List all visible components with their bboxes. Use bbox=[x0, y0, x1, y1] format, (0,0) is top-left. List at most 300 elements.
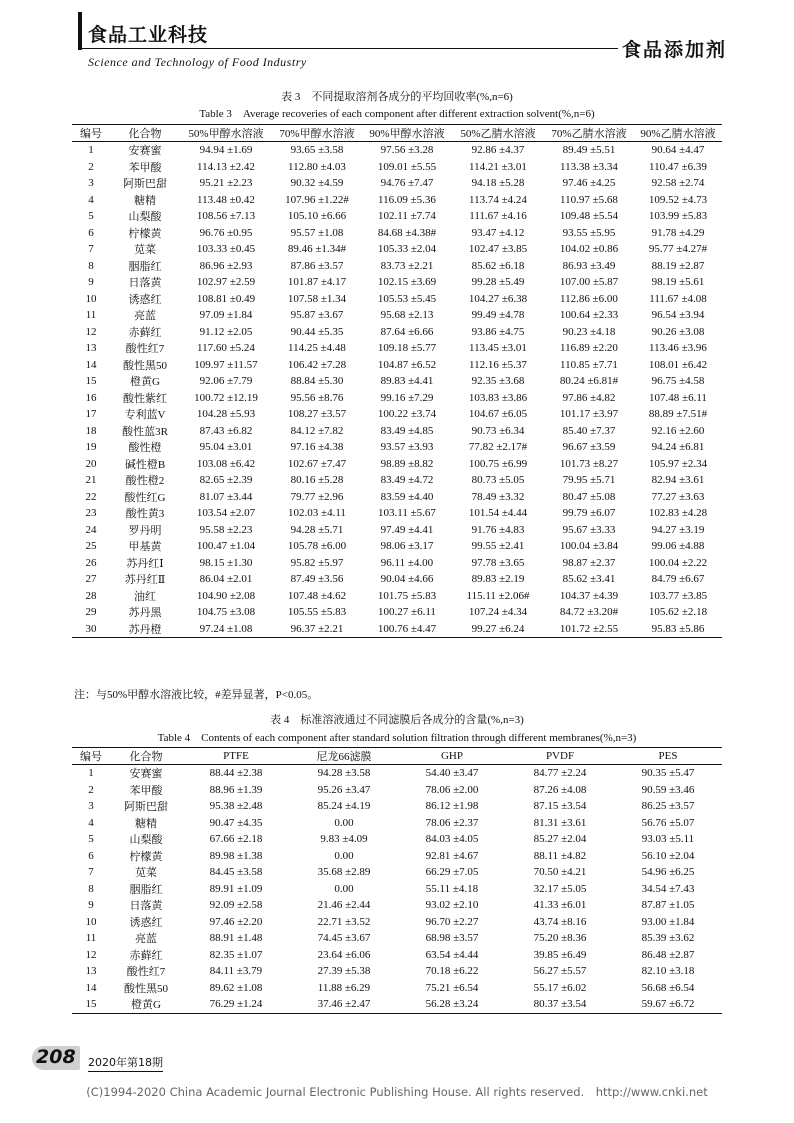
table-cell: 101.17 ±3.97 bbox=[559, 408, 619, 421]
table-cell: 110.47 ±6.39 bbox=[649, 160, 707, 173]
table-cell: 0.00 bbox=[334, 816, 354, 829]
table-cell: 86.96 ±2.93 bbox=[199, 259, 253, 272]
table-row bbox=[72, 241, 722, 258]
table3-body bbox=[72, 142, 722, 638]
table-cell: 101.75 ±5.83 bbox=[377, 589, 437, 602]
table-cell: 85.62 ±3.41 bbox=[562, 573, 616, 586]
table-cell: 93.57 ±3.93 bbox=[380, 441, 434, 454]
table-cell: 117.60 ±5.24 bbox=[197, 342, 255, 355]
table-cell: 99.49 ±4.78 bbox=[471, 309, 525, 322]
table-cell: 113.38 ±3.34 bbox=[560, 160, 618, 173]
table-cell: 102.15 ±3.69 bbox=[377, 276, 437, 289]
table-cell: 苋菜 bbox=[135, 867, 157, 880]
table-row bbox=[72, 175, 722, 192]
table-cell: 22 bbox=[85, 490, 97, 503]
table-cell: 101.87 ±4.17 bbox=[287, 276, 347, 289]
table-cell: 109.01 ±5.55 bbox=[377, 160, 437, 173]
table-cell: 87.49 ±3.56 bbox=[290, 573, 344, 586]
table-cell: 27 bbox=[85, 573, 97, 586]
table-row bbox=[72, 621, 722, 638]
table-cell: 54.96 ±6.25 bbox=[641, 866, 695, 879]
table-cell: 95.67 ±3.33 bbox=[562, 523, 616, 536]
table-cell: 108.27 ±3.57 bbox=[287, 408, 347, 421]
table-row bbox=[72, 765, 722, 782]
table-cell: 39.85 ±6.49 bbox=[533, 948, 587, 961]
table-cell: 苯甲酸 bbox=[129, 784, 163, 797]
table-cell: 102.47 ±3.85 bbox=[468, 243, 528, 256]
table-cell: 99.16 ±7.29 bbox=[380, 391, 434, 404]
table-cell: 91.78 ±4.29 bbox=[651, 226, 705, 239]
table-cell: 酸性橙 bbox=[128, 442, 162, 455]
table-cell: 81.31 ±3.61 bbox=[533, 816, 587, 829]
table-cell: 90.26 ±3.08 bbox=[651, 325, 705, 338]
journal-title-cn: 食品工业科技 bbox=[88, 24, 209, 46]
table-cell: 93.86 ±4.75 bbox=[471, 325, 525, 338]
table-cell: 6 bbox=[88, 226, 94, 239]
table-cell: 糖精 bbox=[135, 817, 157, 830]
table-cell: 苏丹橙 bbox=[110, 621, 180, 638]
table-cell: 83.49 ±4.85 bbox=[380, 424, 434, 437]
table-cell: 100.27 ±6.11 bbox=[378, 606, 436, 619]
table-cell: 59.67 ±6.72 bbox=[614, 996, 722, 1013]
table-row bbox=[72, 225, 722, 242]
table-cell: 101.72 ±2.55 bbox=[544, 621, 634, 638]
table-cell: 90.23 ±4.18 bbox=[562, 325, 616, 338]
table-cell: 99.06 ±4.88 bbox=[651, 540, 705, 553]
table-cell: 98.89 ±8.82 bbox=[380, 457, 434, 470]
table-cell: 酸性红G bbox=[124, 491, 166, 504]
table-cell: 83.59 ±4.40 bbox=[380, 490, 434, 503]
table-cell: 95.82 ±5.97 bbox=[290, 556, 344, 569]
table-cell: 92.81 ±4.67 bbox=[425, 849, 479, 862]
table-cell: 20 bbox=[85, 457, 97, 470]
table-cell: 93.00 ±1.84 bbox=[641, 915, 695, 928]
table-cell: 101.73 ±8.27 bbox=[559, 457, 619, 470]
table-cell: 102.03 ±4.11 bbox=[288, 507, 346, 520]
table-cell: 酸性蓝3R bbox=[122, 425, 168, 438]
table-cell: 105.33 ±2.04 bbox=[377, 243, 437, 256]
table-cell: 97.56 ±3.28 bbox=[380, 144, 434, 157]
table-cell: 114.13 ±2.42 bbox=[197, 160, 255, 173]
table-cell: 85.40 ±7.37 bbox=[562, 424, 616, 437]
table-row bbox=[72, 373, 722, 390]
table-row bbox=[72, 930, 722, 947]
table-cell: 苏丹红Ⅰ bbox=[126, 557, 164, 570]
table-cell: 85.62 ±6.18 bbox=[471, 259, 525, 272]
table-cell: 21.46 ±2.44 bbox=[317, 899, 371, 912]
table-cell: 94.18 ±5.28 bbox=[471, 177, 525, 190]
table-cell: 97.78 ±3.65 bbox=[471, 556, 525, 569]
table-cell: 22.71 ±3.52 bbox=[317, 915, 371, 928]
table-cell: 94.28 ±5.71 bbox=[290, 523, 344, 536]
table-cell: 24 bbox=[85, 523, 97, 536]
table-cell: 95.38 ±2.48 bbox=[209, 800, 263, 813]
table-cell: 82.65 ±2.39 bbox=[199, 474, 253, 487]
table-cell: 9 bbox=[88, 276, 94, 289]
table-header-cell: 编号 bbox=[72, 125, 110, 142]
table-cell: 96.76 ±0.95 bbox=[199, 226, 253, 239]
table-cell: 110.97 ±5.68 bbox=[560, 193, 618, 206]
table-cell: 107.48 ±6.11 bbox=[649, 391, 707, 404]
table-cell: 85.39 ±3.62 bbox=[641, 932, 695, 945]
table-cell: 93.47 ±4.12 bbox=[471, 226, 525, 239]
table-header-cell: 50%甲醇水溶液 bbox=[180, 125, 272, 142]
table-cell: 7 bbox=[88, 866, 94, 879]
table-cell: 43.74 ±8.16 bbox=[533, 915, 587, 928]
table-cell: 安赛蜜 bbox=[128, 145, 162, 158]
table-cell: 亮蓝 bbox=[134, 310, 156, 323]
table-header-cell: 尼龙66滤膜 bbox=[290, 748, 398, 765]
table-cell: 11 bbox=[85, 309, 97, 322]
table-cell: 105.78 ±6.00 bbox=[287, 540, 347, 553]
table-cell: 89.98 ±1.38 bbox=[209, 849, 263, 862]
table-cell: 103.83 ±3.86 bbox=[468, 391, 528, 404]
table-cell: 103.33 ±0.45 bbox=[196, 243, 256, 256]
table-cell: 15 bbox=[85, 375, 97, 388]
table-cell: 96.54 ±3.94 bbox=[651, 309, 705, 322]
table-cell: 75.20 ±8.36 bbox=[533, 932, 587, 945]
table-cell: 83.73 ±2.21 bbox=[380, 259, 434, 272]
table-cell: 5 bbox=[88, 210, 94, 223]
table-cell: 80.73 ±5.05 bbox=[471, 474, 525, 487]
table3-caption-cn: 表 3 不同提取溶剂各成分的平均回收率(%,n=6) bbox=[281, 91, 513, 103]
table-cell: 96.70 ±2.27 bbox=[425, 915, 479, 928]
table-cell: 104.87 ±6.52 bbox=[377, 358, 437, 371]
table-cell: 97.49 ±4.41 bbox=[380, 523, 434, 536]
table-cell: 85.24 ±4.19 bbox=[317, 800, 371, 813]
table-cell: 93.02 ±2.10 bbox=[425, 899, 479, 912]
table-cell: 95.26 ±3.47 bbox=[317, 783, 371, 796]
table-cell: 102.83 ±4.28 bbox=[648, 507, 708, 520]
table-cell: 96.37 ±2.21 bbox=[272, 621, 362, 638]
table-cell: 98.19 ±5.61 bbox=[651, 276, 705, 289]
table-cell: 102.67 ±7.47 bbox=[287, 457, 347, 470]
table-cell: 107.58 ±1.34 bbox=[287, 292, 347, 305]
table-cell: 89.91 ±1.09 bbox=[209, 882, 263, 895]
table4-caption-cn: 表 4 标准溶液通过不同滤膜后各成分的含量(%,n=3) bbox=[270, 714, 524, 726]
table-cell: 83.49 ±4.72 bbox=[380, 474, 434, 487]
table-cell: 2 bbox=[88, 160, 94, 173]
table-cell: 92.86 ±4.37 bbox=[471, 144, 525, 157]
table-cell: 63.54 ±4.44 bbox=[425, 948, 479, 961]
table-cell: 96.67 ±3.59 bbox=[562, 441, 616, 454]
table-cell: 柠檬黄 bbox=[128, 227, 162, 240]
table-cell: 37.46 ±2.47 bbox=[290, 996, 398, 1013]
table4-header-row bbox=[72, 748, 722, 765]
table-cell: 82.94 ±3.61 bbox=[651, 474, 705, 487]
table4-body bbox=[72, 765, 722, 1014]
table-cell: 4 bbox=[88, 816, 94, 829]
table3-caption-en: Table 3 Average recoveries of each component after different extraction solvent(%,n=6) bbox=[199, 108, 595, 120]
table-cell: 78.06 ±2.00 bbox=[425, 783, 479, 796]
table-cell: 日落黄 bbox=[129, 900, 163, 913]
table-cell: 100.76 ±4.47 bbox=[362, 621, 452, 638]
table-header-cell: PVDF bbox=[506, 748, 614, 765]
table-cell: 89.49 ±5.51 bbox=[562, 144, 616, 157]
table-row bbox=[72, 439, 722, 456]
table-cell: 98.87 ±2.37 bbox=[562, 556, 616, 569]
table-cell: 107.48 ±4.62 bbox=[287, 589, 347, 602]
table-cell: 75.21 ±6.54 bbox=[425, 981, 479, 994]
table-cell: 7 bbox=[88, 243, 94, 256]
table-cell: 亮蓝 bbox=[135, 933, 157, 946]
table-cell: 97.24 ±1.08 bbox=[180, 621, 272, 638]
table-cell: 93.65 ±3.58 bbox=[290, 144, 344, 157]
table-cell: 30 bbox=[72, 621, 110, 638]
table-cell: 104.75 ±3.08 bbox=[196, 606, 256, 619]
table-cell: 104.02 ±0.86 bbox=[559, 243, 619, 256]
table-row bbox=[72, 881, 722, 898]
table-row bbox=[72, 588, 722, 605]
table-row bbox=[72, 864, 722, 881]
table-cell: 95.68 ±2.13 bbox=[380, 309, 434, 322]
table-cell: 94.27 ±3.19 bbox=[651, 523, 705, 536]
table-row bbox=[72, 142, 722, 159]
table-cell: 94.24 ±6.81 bbox=[651, 441, 705, 454]
table-cell: 87.26 ±4.08 bbox=[533, 783, 587, 796]
table-cell: 32.17 ±5.05 bbox=[533, 882, 587, 895]
table-cell: 86.25 ±3.57 bbox=[641, 800, 695, 813]
table-cell: 12 bbox=[85, 325, 97, 338]
table-row bbox=[72, 159, 722, 176]
table-cell: 77.27 ±3.63 bbox=[651, 490, 705, 503]
table-cell: 3 bbox=[88, 177, 94, 190]
table-cell: 油红 bbox=[134, 590, 156, 603]
table-row bbox=[72, 897, 722, 914]
table-header-cell: PES bbox=[614, 748, 722, 765]
table-header-cell: 90%甲醇水溶液 bbox=[362, 125, 452, 142]
table-cell: 97.86 ±4.82 bbox=[562, 391, 616, 404]
table-cell: 100.75 ±6.99 bbox=[468, 457, 528, 470]
table-cell: 23.64 ±6.06 bbox=[317, 948, 371, 961]
table-header-cell: 70%甲醇水溶液 bbox=[272, 125, 362, 142]
table-cell: 95.87 ±3.67 bbox=[290, 309, 344, 322]
table-cell: 90.73 ±6.34 bbox=[471, 424, 525, 437]
table-cell: 苋菜 bbox=[134, 244, 156, 257]
table-cell: 阿斯巴甜 bbox=[123, 178, 167, 191]
table-cell: 103.77 ±3.85 bbox=[648, 589, 708, 602]
table-cell: 100.47 ±1.04 bbox=[196, 540, 256, 553]
table-cell: 诱惑红 bbox=[129, 916, 163, 929]
table-cell: 104.37 ±4.39 bbox=[559, 589, 619, 602]
table-cell: 89.62 ±1.08 bbox=[209, 981, 263, 994]
table-cell: 113.48 ±0.42 bbox=[197, 193, 255, 206]
table-cell: 77.82 ±2.17# bbox=[468, 441, 528, 454]
table-cell: 95.21 ±2.23 bbox=[199, 177, 253, 190]
table-cell: 90.64 ±4.47 bbox=[651, 144, 705, 157]
table-cell: 84.03 ±4.05 bbox=[425, 833, 479, 846]
table-cell: 111.67 ±4.08 bbox=[649, 292, 707, 305]
table-cell: 90.32 ±4.59 bbox=[290, 177, 344, 190]
table-cell: 88.84 ±5.30 bbox=[290, 375, 344, 388]
table-cell: 4 bbox=[88, 193, 94, 206]
table-cell: 18 bbox=[85, 424, 97, 437]
table-cell: 104.28 ±5.93 bbox=[196, 408, 256, 421]
table-cell: 80.16 ±5.28 bbox=[290, 474, 344, 487]
table-row bbox=[72, 947, 722, 964]
table-cell: 91.76 ±4.83 bbox=[471, 523, 525, 536]
header-rule bbox=[78, 48, 618, 49]
table-cell: 105.53 ±5.45 bbox=[377, 292, 437, 305]
table-cell: 3 bbox=[88, 800, 94, 813]
table-cell: 87.64 ±6.66 bbox=[380, 325, 434, 338]
table-cell: 68.98 ±3.57 bbox=[425, 932, 479, 945]
table-row bbox=[72, 996, 722, 1013]
table-cell: 76.29 ±1.24 bbox=[182, 996, 290, 1013]
table-cell: 酸性橙2 bbox=[125, 475, 165, 488]
table-header-cell: PTFE bbox=[182, 748, 290, 765]
table-cell: 95.57 ±1.08 bbox=[290, 226, 344, 239]
table-cell: 108.01 ±6.42 bbox=[648, 358, 708, 371]
table-cell: 26 bbox=[85, 556, 97, 569]
table-cell: 100.22 ±3.74 bbox=[377, 408, 437, 421]
table-row bbox=[72, 980, 722, 997]
table-cell: 84.11 ±3.79 bbox=[209, 965, 263, 978]
table-cell: 98.15 ±1.30 bbox=[199, 556, 253, 569]
table-cell: 苏丹红Ⅱ bbox=[124, 574, 166, 587]
table-row bbox=[72, 555, 722, 572]
table-cell: 35.68 ±2.89 bbox=[317, 866, 371, 879]
table-row bbox=[72, 258, 722, 275]
table-cell: 82.10 ±3.18 bbox=[641, 965, 695, 978]
table-cell: 115.11 ±2.06# bbox=[466, 589, 530, 602]
table-cell: 88.19 ±2.87 bbox=[651, 259, 705, 272]
table-cell: 酸性黄3 bbox=[125, 508, 165, 521]
table-cell: 114.25 ±4.48 bbox=[288, 342, 346, 355]
table-cell: 95.77 ±4.27# bbox=[648, 243, 708, 256]
table-cell: 56.10 ±2.04 bbox=[641, 849, 695, 862]
table-row bbox=[72, 571, 722, 588]
table-cell: 66.29 ±7.05 bbox=[425, 866, 479, 879]
table-cell: 108.81 ±0.49 bbox=[196, 292, 256, 305]
table-cell: 酸性黑50 bbox=[123, 359, 167, 372]
table-cell: 92.58 ±2.74 bbox=[651, 177, 705, 190]
table-cell: 67.66 ±2.18 bbox=[209, 833, 263, 846]
table-cell: 109.52 ±4.73 bbox=[648, 193, 708, 206]
table-cell: 苏丹黑 bbox=[128, 607, 162, 620]
table-cell: 97.09 ±1.84 bbox=[199, 309, 253, 322]
copyright-line: (C)1994-2020 China Academic Journal Electronic Publishing House. All rights reserved. http://www.cnki.net bbox=[86, 1085, 708, 1099]
table-cell: 104.67 ±6.05 bbox=[468, 408, 528, 421]
table-row bbox=[72, 848, 722, 865]
table-cell: 86.04 ±2.01 bbox=[199, 573, 253, 586]
table-cell: 诱惑红 bbox=[128, 293, 162, 306]
table-cell: 70.18 ±6.22 bbox=[425, 965, 479, 978]
table-cell: 92.16 ±2.60 bbox=[651, 424, 705, 437]
table-cell: 92.09 ±2.58 bbox=[209, 899, 263, 912]
table-cell: 89.83 ±2.19 bbox=[471, 573, 525, 586]
table-row bbox=[72, 291, 722, 308]
table-row bbox=[72, 914, 722, 931]
table-cell: 56.28 ±3.24 bbox=[398, 996, 506, 1013]
table-cell: 97.46 ±2.20 bbox=[209, 915, 263, 928]
table-cell: 116.89 ±2.20 bbox=[560, 342, 618, 355]
table-cell: 8 bbox=[88, 882, 94, 895]
table-cell: 橙黄G bbox=[130, 376, 160, 389]
table-cell: 9.83 ±4.09 bbox=[320, 833, 368, 846]
table-cell: 102.97 ±2.59 bbox=[196, 276, 256, 289]
table-cell: 11.88 ±6.29 bbox=[317, 981, 371, 994]
table3 bbox=[72, 124, 722, 638]
table-cell: 101.54 ±4.44 bbox=[468, 507, 528, 520]
table-cell: 赤藓红 bbox=[129, 949, 163, 962]
table-cell: 山梨酸 bbox=[128, 211, 162, 224]
table-cell: 78.49 ±3.32 bbox=[471, 490, 525, 503]
table-cell: 山梨酸 bbox=[129, 834, 163, 847]
table-cell: 94.94 ±1.69 bbox=[199, 144, 253, 157]
table-row bbox=[72, 782, 722, 799]
table-cell: 胭脂红 bbox=[128, 260, 162, 273]
table-cell: 13 bbox=[85, 965, 97, 978]
table-cell: 日落黄 bbox=[128, 277, 162, 290]
table-cell: 95.04 ±3.01 bbox=[199, 441, 253, 454]
table-cell: 109.48 ±5.54 bbox=[559, 210, 619, 223]
table-cell: 88.89 ±7.51# bbox=[648, 408, 708, 421]
table-cell: 105.97 ±2.34 bbox=[648, 457, 708, 470]
table-cell: 79.77 ±2.96 bbox=[290, 490, 344, 503]
table3-header-row bbox=[72, 125, 722, 142]
table-cell: 1 bbox=[88, 144, 94, 157]
table-cell: 100.04 ±3.84 bbox=[559, 540, 619, 553]
table-cell: 25 bbox=[85, 540, 97, 553]
table-row bbox=[72, 522, 722, 539]
table-cell: 91.12 ±2.05 bbox=[199, 325, 253, 338]
table-cell: 54.40 ±3.47 bbox=[425, 767, 479, 780]
table-cell: 90.35 ±5.47 bbox=[641, 767, 695, 780]
table-row bbox=[72, 192, 722, 209]
table-cell: 阿斯巴甜 bbox=[124, 801, 168, 814]
table-cell: 99.27 ±6.24 bbox=[452, 621, 544, 638]
table-cell: 88.91 ±1.48 bbox=[209, 932, 263, 945]
table-row bbox=[72, 324, 722, 341]
table-cell: 90.59 ±3.46 bbox=[641, 783, 695, 796]
table-cell: 113.45 ±3.01 bbox=[469, 342, 527, 355]
table3-note: 注：与50%甲醇水溶液比较，#差异显著，P<0.05。 bbox=[74, 689, 319, 701]
table-cell: 96.75 ±4.58 bbox=[651, 375, 705, 388]
issue-label: 2020年第18期 bbox=[88, 1054, 163, 1072]
table-cell: 87.86 ±3.57 bbox=[290, 259, 344, 272]
table-cell: 87.43 ±6.82 bbox=[199, 424, 253, 437]
table-cell: 酸性红7 bbox=[126, 966, 166, 979]
table-cell: 107.00 ±5.87 bbox=[559, 276, 619, 289]
table-cell: 80.37 ±3.54 bbox=[506, 996, 614, 1013]
table-row bbox=[72, 406, 722, 423]
table-row bbox=[72, 831, 722, 848]
table-row bbox=[72, 274, 722, 291]
table-cell: 21 bbox=[85, 474, 97, 487]
table-cell: 86.12 ±1.98 bbox=[425, 800, 479, 813]
table-header-cell: 化合物 bbox=[110, 125, 180, 142]
table-cell: 2 bbox=[88, 783, 94, 796]
table-row bbox=[72, 357, 722, 374]
table-cell: 90.47 ±4.35 bbox=[209, 816, 263, 829]
table-cell: 81.07 ±3.44 bbox=[199, 490, 253, 503]
table-row bbox=[72, 340, 722, 357]
table-cell: 苯甲酸 bbox=[128, 161, 162, 174]
table-cell: 94.28 ±3.58 bbox=[317, 767, 371, 780]
table-cell: 16 bbox=[85, 391, 97, 404]
table-cell: 11 bbox=[85, 932, 97, 945]
table-cell: 碱性橙B bbox=[124, 458, 166, 471]
table-cell: 79.95 ±5.71 bbox=[562, 474, 616, 487]
table-cell: 93.55 ±5.95 bbox=[562, 226, 616, 239]
table-cell: 41.33 ±6.01 bbox=[533, 899, 587, 912]
table-row bbox=[72, 505, 722, 522]
table-cell: 80.24 ±6.81# bbox=[559, 375, 619, 388]
table-cell: 105.10 ±6.66 bbox=[287, 210, 347, 223]
table-cell: 90.44 ±5.35 bbox=[290, 325, 344, 338]
table4-caption-en: Table 4 Contents of each component after standard solution filtration through different membranes(%,n=3) bbox=[157, 732, 637, 744]
